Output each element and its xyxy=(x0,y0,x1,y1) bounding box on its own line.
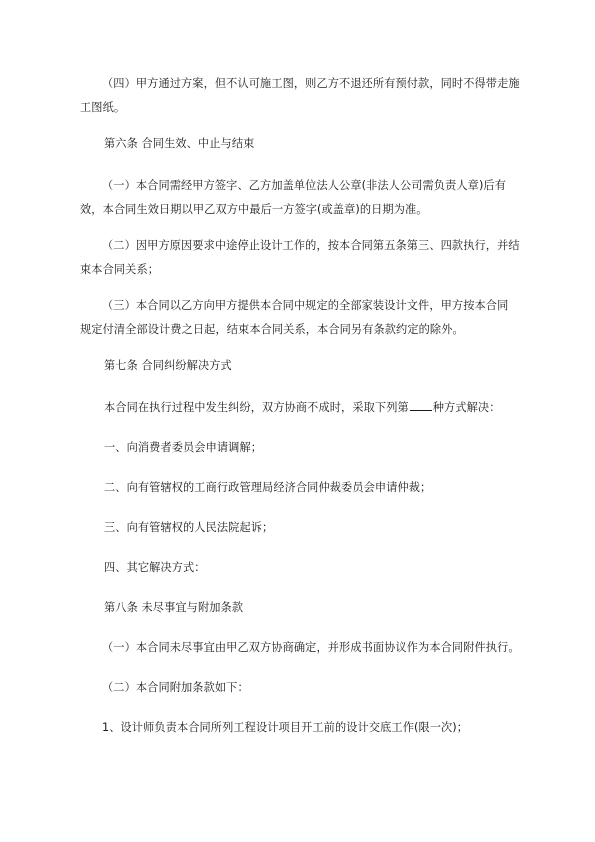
intro-text-before: 本合同在执行过程中发生纠纷，双方协商不成时，采取下列第 xyxy=(104,401,409,414)
article-7-option-3: 三、向有管辖权的人民法院起诉； xyxy=(104,521,274,534)
intro-text-after: 种方式解决： xyxy=(432,401,501,414)
article-7-option-2: 二、向有管辖权的工商行政管理局经济合同仲裁委员会申请仲裁； xyxy=(104,481,432,494)
clause-line: 束本合同关系； xyxy=(80,263,160,276)
clause-line: （一）本合同需经甲方签字、乙方加盖单位法人公章(非法人公司需负责人章)后有 xyxy=(102,179,506,192)
clause-line: 规定付清全部设计费之日起，结束本合同关系，本合同另有条款约定的除外。 xyxy=(80,323,464,336)
article-8-item-2: （二）本合同附加条款如下： xyxy=(102,681,249,694)
clause-line: 效，本合同生效日期以甲乙双方中最后一方签字(或盖章)的日期为准。 xyxy=(80,203,428,216)
article-7-intro xyxy=(80,396,564,420)
article-6-item-3 xyxy=(80,294,562,342)
article-8-item-1: （一）本合同未尽事宜由甲乙双方协商确定，并形成书面协议作为本合同附件执行。 xyxy=(102,641,520,654)
article-6-item-1 xyxy=(80,174,562,222)
article-7-option-1: 一、向消费者委员会申请调解； xyxy=(104,441,263,454)
article-8-sub-item-1: 1、设计师负责本合同所列工程设计项目开工前的设计交底工作(限一次)； xyxy=(102,721,469,734)
article-6-item-2 xyxy=(80,234,562,282)
clause-line: （四）甲方通过方案，但不认可施工图，则乙方不退还所有预付款，同时不得带走施 xyxy=(102,77,520,90)
clause-line: （二）因甲方原因要求中途停止设计工作的，按本合同第五条第三、四款执行，并结 xyxy=(102,239,520,252)
article-6-title: 第六条 合同生效、中止与结束 xyxy=(104,137,255,150)
article-7-title: 第七条 合同纠纷解决方式 xyxy=(104,359,232,372)
fill-in-blank[interactable] xyxy=(410,409,432,411)
article-8-title: 第八条 未尽事宜与附加条款 xyxy=(104,601,244,614)
article-7-option-4: 四、其它解决方式： xyxy=(104,561,206,574)
clause-line: （三）本合同以乙方向甲方提供本合同中规定的全部家装设计文件，甲方按本合同 xyxy=(102,299,509,312)
clause-line: 工图纸。 xyxy=(80,101,126,114)
clause-item-4 xyxy=(80,72,562,120)
